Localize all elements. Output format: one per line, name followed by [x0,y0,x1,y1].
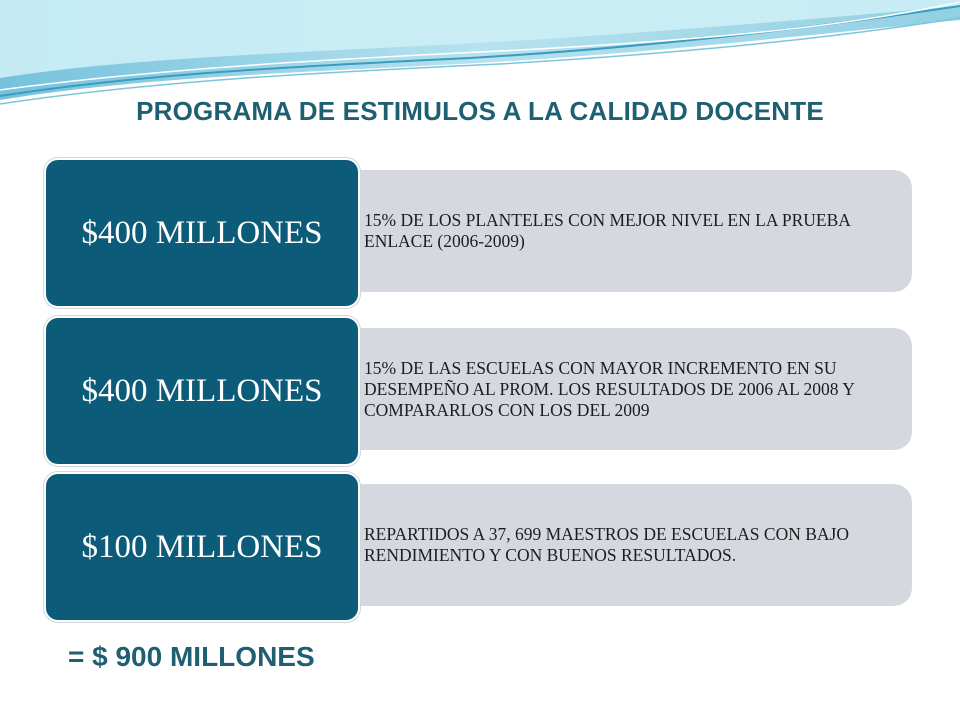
program-item-1 [44,158,912,308]
amount-box: $100 MILLONES [44,472,360,622]
amount-box: $400 MILLONES [44,158,360,308]
description-text [364,484,876,606]
description-label: 15% DE LOS PLANTELES CON MEJOR NIVEL EN LA PRUEBA ENLACE (2006-2009) [364,210,850,251]
description-text [364,328,876,450]
program-item-3 [44,472,912,622]
slide-title: PROGRAMA DE ESTIMULOS A LA CALIDAD DOCENTE [136,96,824,126]
amount-box: $400 MILLONES [44,316,360,466]
description-label: REPARTIDOS A 37, 699 MAESTROS DE ESCUELAS CON BAJO RENDIMIENTO Y CON BUENOS RESULTADOS. [364,524,849,565]
description-text [364,170,876,292]
program-item-2 [44,316,912,466]
decorative-wave-header [0,0,960,110]
description-label: 15% DE LAS ESCUELAS CON MAYOR INCREMENTO EN SU DESEMPEÑO AL PROM. LOS RESULTADOS DE 2006 AL 2008 Y COMPARARLOS CON LOS DEL 2009 [364,357,855,420]
total-amount: = $ 900 MILLONES [68,641,315,672]
